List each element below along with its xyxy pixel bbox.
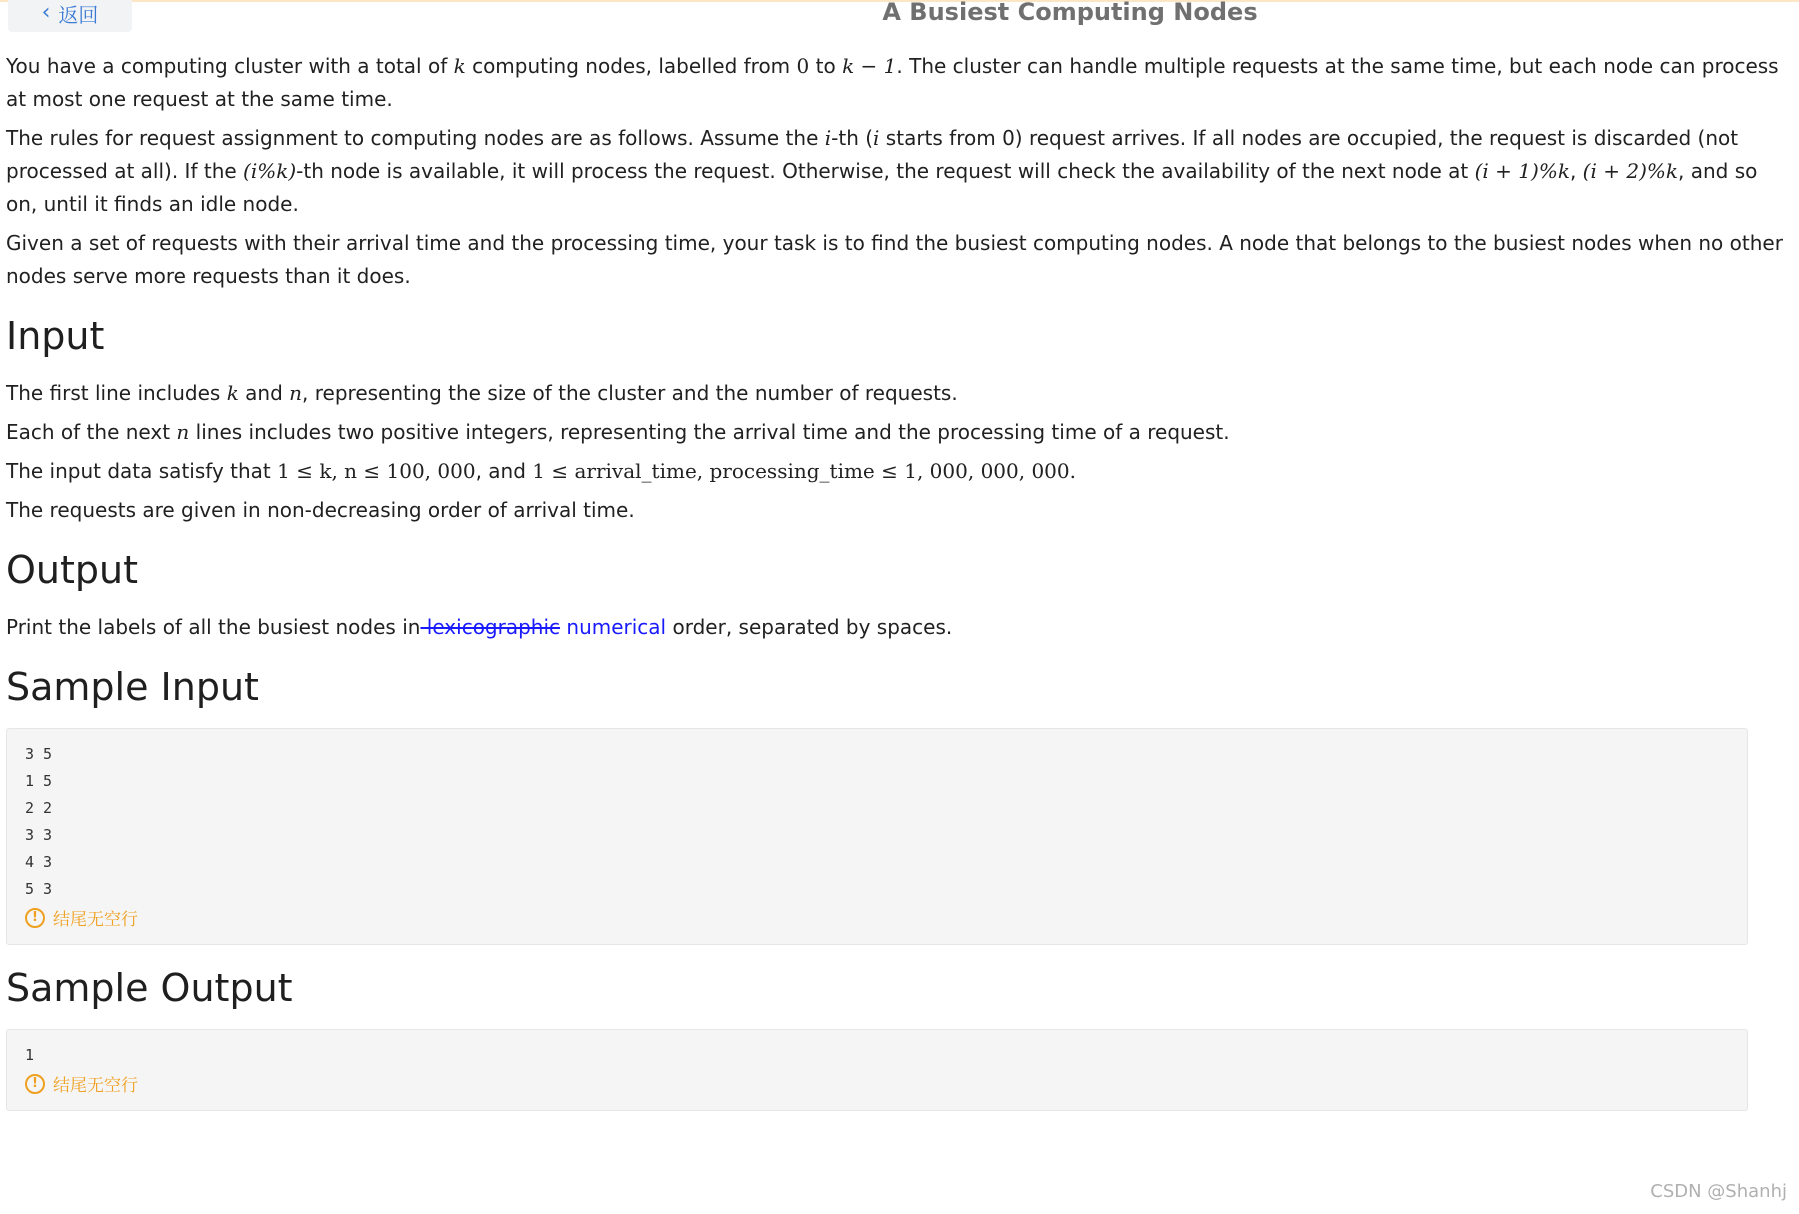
input-line-2: Each of the next n lines includes two positive integers, representing the arrival time and the processing time of a request. [6, 420, 1230, 444]
code-line: 1 5 [25, 772, 53, 790]
sample-input-heading: Sample Input [6, 665, 259, 709]
replacement-word: numerical [560, 615, 667, 639]
watermark: CSDN @Shanhj [1650, 1181, 1787, 1202]
warning-icon: ! [25, 908, 45, 928]
input-heading: Input [6, 314, 105, 358]
code-line: 5 3 [25, 880, 53, 898]
page-title-wrap [0, 0, 1799, 24]
warning-icon: ! [25, 1074, 45, 1094]
output-heading: Output [6, 548, 138, 592]
warning-text: 结尾无空行 [53, 910, 138, 930]
no-trailing-newline-note [25, 1071, 1729, 1096]
no-trailing-newline-note [25, 905, 1729, 930]
sample-input-box [6, 728, 1748, 945]
struck-word: lexicographic [420, 615, 561, 639]
code-line: 3 5 [25, 745, 53, 763]
intro-paragraph-1: You have a computing cluster with a total of k computing nodes, labelled from 0 to k − 1. The cluster can handle multiple requests at the same time, but each node can process at most one request at the same time. [6, 54, 1779, 111]
input-line-3: The input data satisfy that 1 ≤ k, n ≤ 100, 000, and 1 ≤ arrival_time, processing_time ≤ 1, 000, 000, 000. [6, 459, 1076, 483]
chevron-left-icon: ‹ [41, 0, 51, 25]
sample-output-heading: Sample Output [6, 966, 293, 1010]
code-line: 1 [25, 1046, 35, 1064]
back-button-label: 返回 [58, 2, 99, 27]
output-line: Print the labels of all the busiest nodes in lexicographic numerical order, separated by spaces. [6, 615, 953, 639]
back-button[interactable] [8, 0, 132, 32]
code-line: 3 3 [25, 826, 53, 844]
code-line: 4 3 [25, 853, 53, 871]
problem-content [6, 50, 1786, 1121]
intro-paragraph-3: Given a set of requests with their arrival time and the processing time, your task is to find the busiest computing nodes. A node that belongs to the busiest nodes when no other nodes serve more requests than it does. [6, 231, 1783, 288]
input-line-4: The requests are given in non-decreasing order of arrival time. [6, 498, 635, 522]
top-accent-line [0, 0, 1799, 2]
sample-output-box [6, 1029, 1748, 1111]
intro-paragraph-2: The rules for request assignment to computing nodes are as follows. Assume the i-th (i starts from 0) request arrives. If all nodes are occupied, the request is discarded (not processed at all). If the (i%k)-th node is available, it will process the request. Otherwise, the request will check the availability of the next node at (i + 1)%k, (i + 2)%k, and so on, until it finds an idle node. [6, 126, 1758, 216]
input-line-1: The first line includes k and n, representing the size of the cluster and the number of requests. [6, 381, 958, 405]
warning-text: 结尾无空行 [53, 1076, 138, 1096]
page-title: A Busiest Computing Nodes [882, 0, 1258, 26]
code-line: 2 2 [25, 799, 53, 817]
